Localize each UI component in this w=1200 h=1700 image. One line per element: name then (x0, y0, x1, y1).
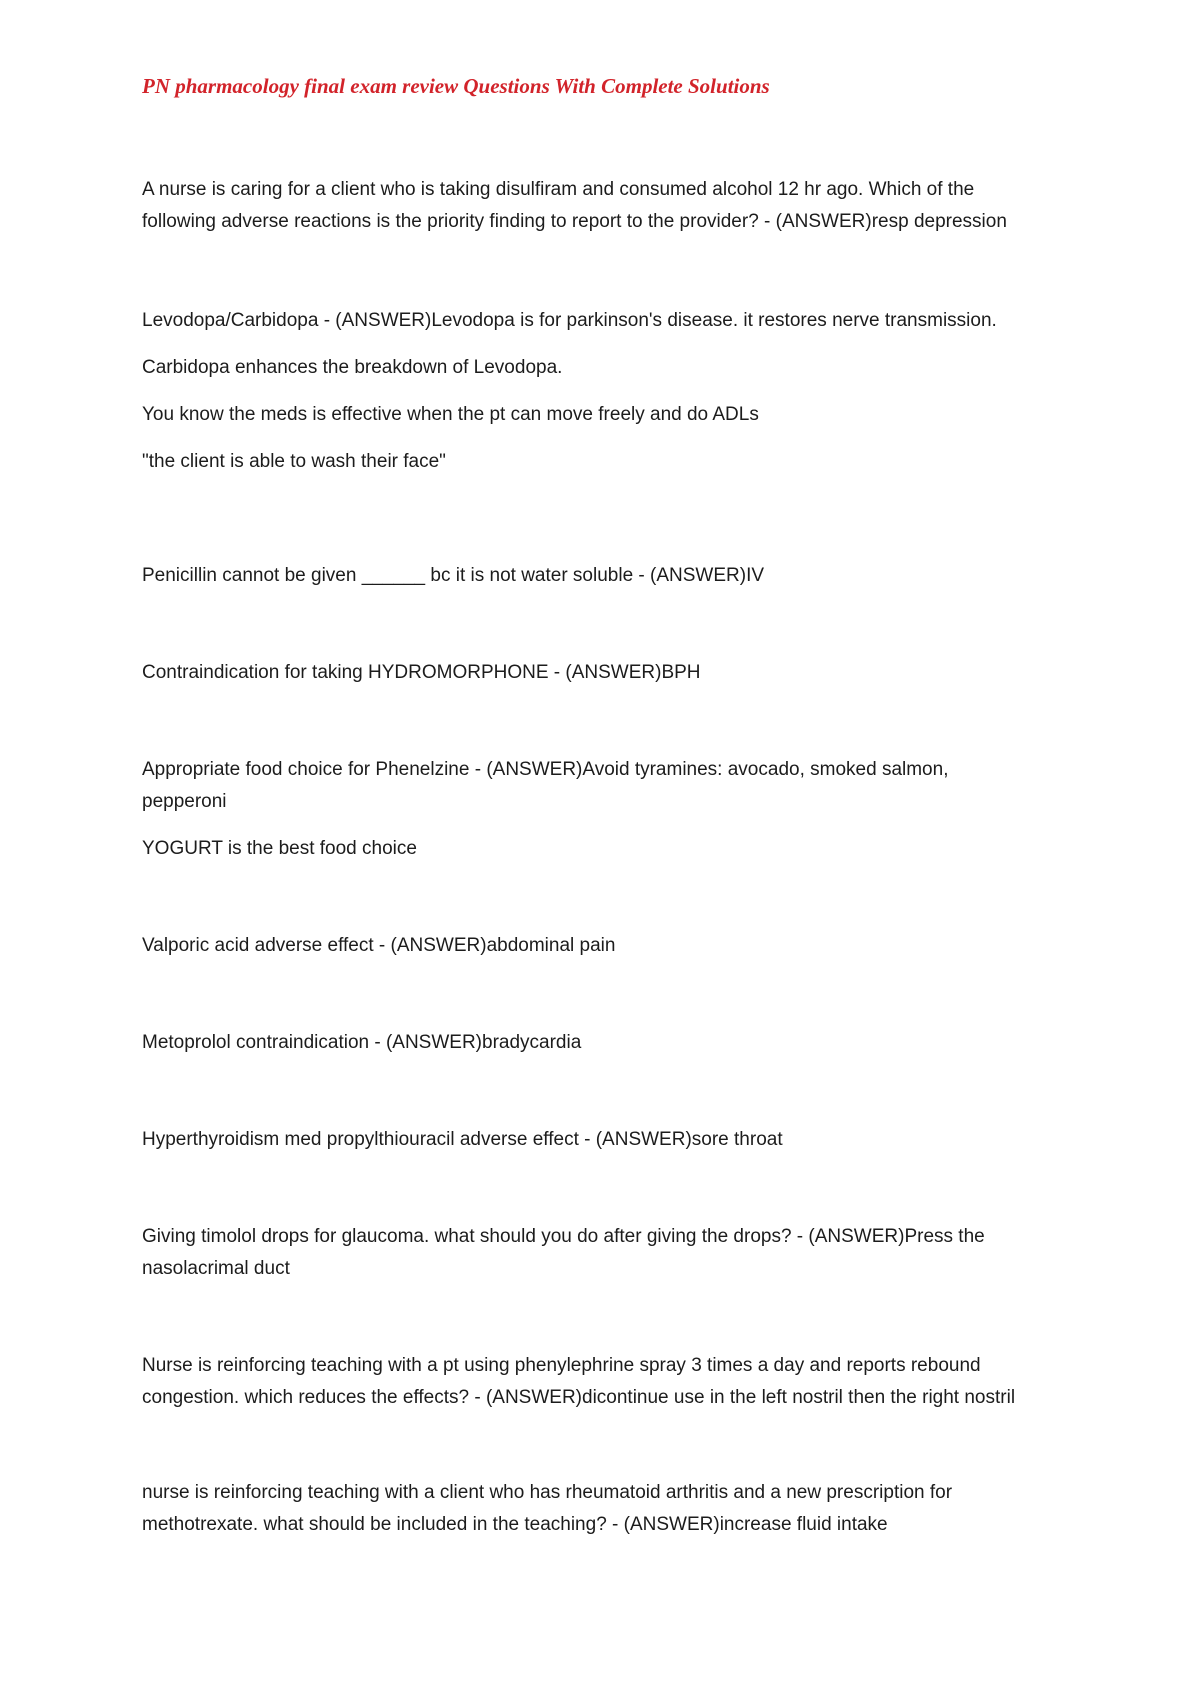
document-title: PN pharmacology final exam review Questions With Complete Solutions (142, 74, 770, 98)
qa-line: Penicillin cannot be given ______ bc it is not water soluble - (ANSWER)IV (142, 565, 765, 586)
qa-entry-phenelzine (142, 754, 1082, 865)
qa-entry-propylthiouracil (142, 1124, 1082, 1156)
qa-entry-methotrexate (142, 1477, 1082, 1541)
qa-line: YOGURT is the best food choice (142, 838, 417, 859)
qa-entry-hydromorphone (142, 657, 1082, 689)
qa-line: Valporic acid adverse effect - (ANSWER)abdominal pain (142, 935, 616, 956)
qa-line: Contraindication for taking HYDROMORPHONE - (ANSWER)BPH (142, 662, 701, 683)
qa-entry-phenylephrine (142, 1350, 1082, 1414)
qa-entry-penicillin (142, 560, 1082, 592)
qa-entry-levodopa (142, 305, 1082, 478)
qa-line: methotrexate. what should be included in the teaching? - (ANSWER)increase fluid intake (142, 1514, 888, 1535)
qa-line: Giving timolol drops for glaucoma. what should you do after giving the drops? - (ANSWER)Press the (142, 1226, 985, 1247)
qa-line: Appropriate food choice for Phenelzine - (ANSWER)Avoid tyramines: avocado, smoked salmon, (142, 759, 949, 780)
qa-line: You know the meds is effective when the pt can move freely and do ADLs (142, 404, 759, 425)
qa-entry-timolol (142, 1221, 1082, 1285)
qa-line: nasolacrimal duct (142, 1258, 290, 1279)
qa-line: Carbidopa enhances the breakdown of Levodopa. (142, 357, 563, 378)
qa-line: pepperoni (142, 791, 227, 812)
qa-line: Hyperthyroidism med propylthiouracil adverse effect - (ANSWER)sore throat (142, 1129, 783, 1150)
qa-entry-disulfiram (142, 174, 1082, 238)
qa-line: Nurse is reinforcing teaching with a pt using phenylephrine spray 3 times a day and reports rebound (142, 1355, 981, 1376)
qa-line: following adverse reactions is the priority finding to report to the provider? - (ANSWER)resp depression (142, 211, 1007, 232)
qa-line: "the client is able to wash their face" (142, 451, 446, 472)
qa-line: nurse is reinforcing teaching with a client who has rheumatoid arthritis and a new prescription for (142, 1482, 953, 1503)
qa-entry-valporic-acid (142, 930, 1082, 962)
qa-line: Levodopa/Carbidopa - (ANSWER)Levodopa is for parkinson's disease. it restores nerve transmission. (142, 310, 997, 331)
qa-line: congestion. which reduces the effects? - (ANSWER)dicontinue use in the left nostril then the right nostril (142, 1387, 1016, 1408)
qa-line: A nurse is caring for a client who is taking disulfiram and consumed alcohol 12 hr ago. Which of the (142, 179, 975, 200)
qa-line: Metoprolol contraindication - (ANSWER)bradycardia (142, 1032, 582, 1053)
qa-entry-metoprolol (142, 1027, 1082, 1059)
